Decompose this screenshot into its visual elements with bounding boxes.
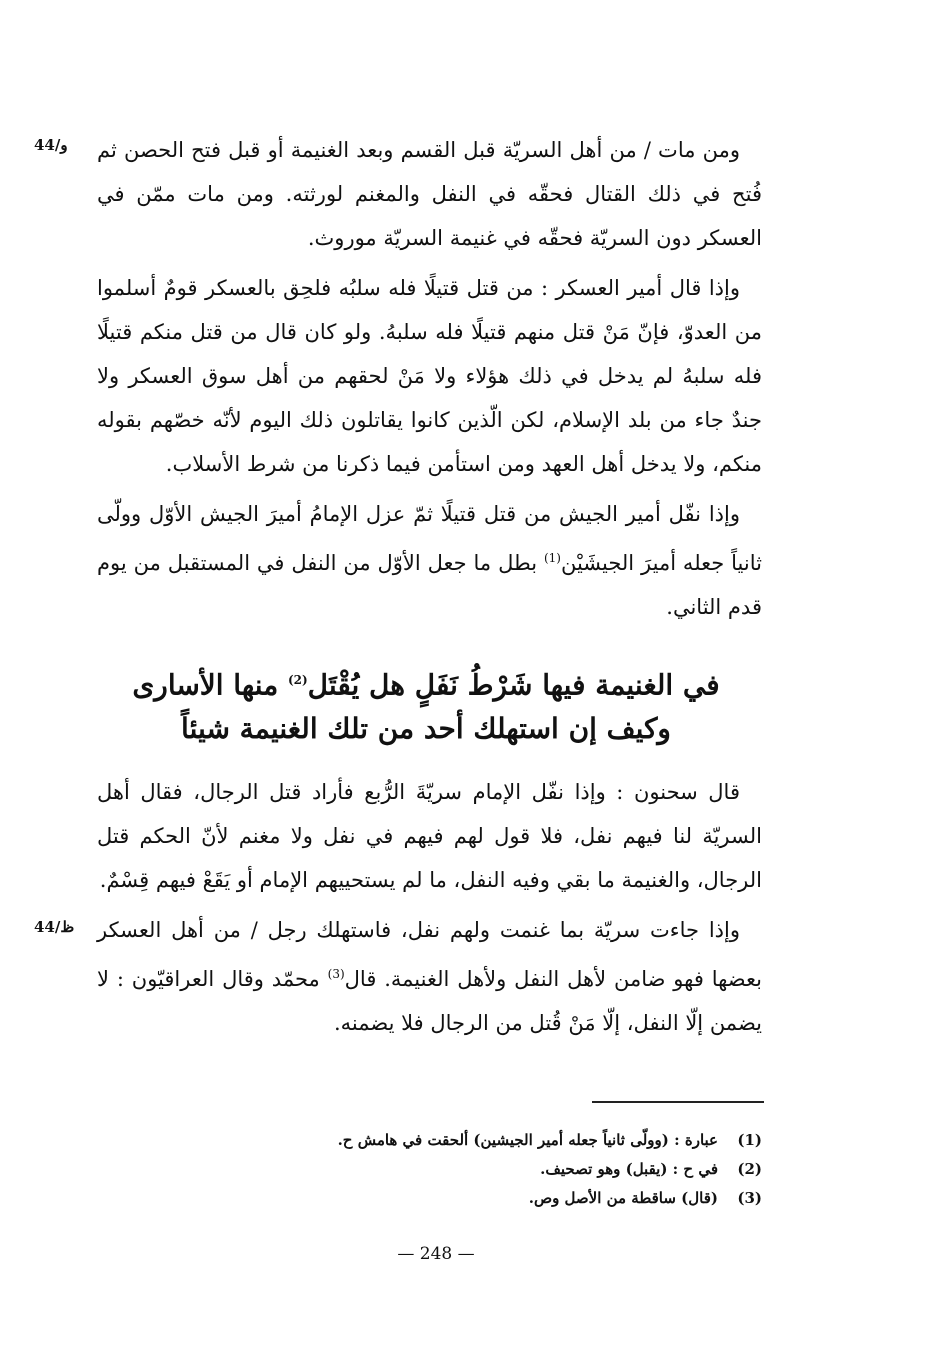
footnote-ref-1: (1) bbox=[543, 551, 561, 565]
heading-line-1-text-b: منها الأسارى bbox=[132, 668, 288, 702]
footnote-text: في ح : (يقبل) وهو تصحيف. bbox=[540, 1160, 718, 1178]
footnote-ref-3: (3) bbox=[327, 967, 345, 981]
folio-marker-top: 44/و bbox=[34, 136, 68, 154]
section-heading bbox=[90, 658, 762, 751]
paragraph-4: قال سحنون : وإذا نفّل الإمام سريّةَ الرُّبع فأراد قتل الرجال، فقال أهل السريّة لنا فيهم نفل، فلا قول لهم فيهم في نفل ولا مغنم لأنّ الحكم قتل الرجال، والغنيمة ما بقي وفيه النفل، ما لم يستحييهم الإمام أو يَقَعْ فيهم قِسْمٌ. bbox=[97, 780, 762, 892]
folio-marker-bottom: 44/ظ bbox=[34, 918, 75, 936]
footnote-item bbox=[302, 1126, 762, 1155]
footnote-number: (3) bbox=[737, 1189, 762, 1207]
footnote-item bbox=[302, 1155, 762, 1184]
footnote-ref-2: (2) bbox=[287, 673, 308, 687]
footnote-number: (2) bbox=[737, 1160, 762, 1178]
paragraph-5-text-b: محمّد وقال العراقيّون : لا يضمن إلّا النفل، إلّا مَنْ قُتل من الرجال فلا يضمنه. bbox=[97, 967, 762, 1035]
footnote-divider bbox=[592, 1101, 764, 1103]
paragraph-3-text-a: وإذا نفّل أمير الجيش من قتل قتيلًا ثمّ عزل الإمامُ أميرَ الجيش الأوّل وولّى ثانياً جعله أميرَ الجيشَيْن bbox=[97, 502, 762, 575]
footnote-text: عبارة : (وولّى ثانياً جعله أمير الجيشين) ألحقت في هامش ح. bbox=[337, 1131, 718, 1149]
paragraph-5 bbox=[97, 908, 762, 1045]
paragraph-5-text-a: وإذا جاءت سريّة بما غنمت ولهم نفل، فاستهلك رجل / من أهل العسكر بعضها فهو ضامن لأهل النفل ولأهل الغنيمة. قال bbox=[97, 918, 762, 991]
footnote-text: (قال) ساقطة من الأصل وص. bbox=[528, 1189, 718, 1207]
heading-line-2: وكيف إن استهلك أحد من تلك الغنيمة شيئاً bbox=[181, 712, 671, 746]
paragraph-3-text-b: بطل ما جعل الأوّل من النفل في المستقبل من يوم قدم الثاني. bbox=[97, 551, 762, 619]
opening-paragraphs bbox=[97, 128, 762, 629]
page-number: — 248 — bbox=[397, 1244, 475, 1264]
footnotes-section bbox=[302, 1126, 762, 1213]
heading-line-1-text-a: في الغنيمة فيها شَرْطُ نَفَلٍ هل يُقْتَل bbox=[307, 668, 720, 702]
footnote-item bbox=[302, 1184, 762, 1213]
paragraph-1: ومن مات / من أهل السريّة قبل القسم وبعد الغنيمة أو قبل فتح الحصن ثم فُتح في ذلك القتال فحقّه في النفل والمغنم لورثته. ومن مات ممّن في العسكر دون السريّة فحقّه في غنيمة السريّة موروث. bbox=[97, 138, 762, 250]
paragraph-3 bbox=[97, 492, 762, 629]
closing-paragraphs bbox=[97, 770, 762, 1045]
footnote-number: (1) bbox=[737, 1131, 762, 1149]
paragraph-2: وإذا قال أمير العسكر : من قتل قتيلًا فله سلبُه فلحِق بالعسكر قومٌ أسلموا من العدوّ، فإنّ مَنْ قتل منهم قتيلًا فله سلبهُ. ولو كان قال من قتل منكم قتيلًا فله سلبهُ لم يدخل في ذلك هؤلاء ولا مَنْ لحقهم من أهل سوق العسكر ولا جندٌ جاء من بلد الإسلام، لكن الّذين كانوا يقاتلون ذلك اليوم لأنّه خصّهم بقوله منكم، ولا يدخل أهل العهد ومن استأمن فيما ذكرنا من شرط الأسلاب. bbox=[97, 276, 762, 476]
heading-line-1 bbox=[90, 658, 762, 707]
